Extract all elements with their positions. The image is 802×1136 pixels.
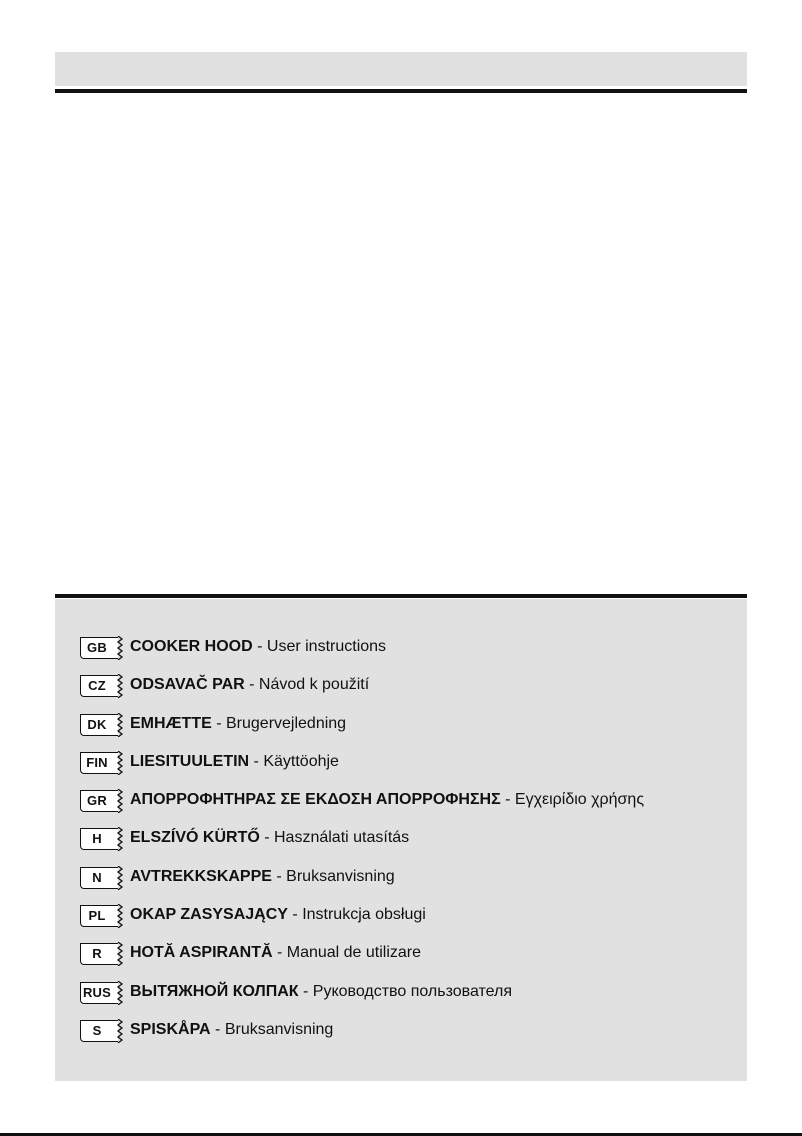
language-item-dk [80,711,644,749]
zigzag-edge-icon [116,789,124,813]
language-title: OKAP ZASYSAJĄCY [130,906,288,924]
language-title: AVTREKKSKAPPE [130,867,272,885]
separator: - [271,867,287,885]
zigzag-edge-icon [116,751,124,775]
zigzag-edge-icon [116,636,124,660]
language-title: ΑΠΟΡΡΟΦΗΤΗΡΑΣ ΣΕ ΕΚΔΟΣΗ ΑΠΟΡΡΟΦΗΣΗΣ [130,791,501,809]
language-text [130,825,409,851]
language-code: RUS [82,984,112,1000]
language-tag [80,1020,118,1042]
zigzag-edge-icon [116,942,124,966]
separator: - [500,791,515,809]
header-rule [55,89,747,93]
language-item-pl [80,902,644,940]
language-text [130,864,395,890]
language-text [130,1017,333,1043]
language-title: ODSAVAČ PAR [130,676,245,694]
language-tag [80,943,118,965]
language-subtitle: Bruksanvisning [224,1020,334,1038]
language-tag [80,752,118,774]
language-code: R [92,946,102,962]
zigzag-edge-icon [116,981,124,1005]
language-subtitle: Brugervejledning [226,714,347,732]
language-code: GB [87,640,107,655]
language-code: GR [87,793,107,809]
language-subtitle: Manual de utilizare [286,944,422,962]
language-item-fin [80,749,644,787]
language-code: PL [88,908,106,924]
language-item-n [80,864,644,902]
language-text [130,711,346,737]
language-tag [80,828,118,850]
language-code: FIN [86,754,108,770]
language-item-gb [80,634,644,672]
language-subtitle: Руководство пользователя [312,982,513,1000]
language-tag [80,905,118,927]
separator: - [287,906,303,924]
section-rule [55,594,747,598]
language-code: H [92,831,102,847]
header-band [55,52,747,86]
separator: - [210,1020,225,1038]
language-item-cz [80,672,644,710]
zigzag-edge-icon [116,674,124,698]
language-panel [55,599,747,1081]
zigzag-edge-icon [116,827,124,851]
zigzag-edge-icon [116,1019,124,1043]
language-text [130,634,386,660]
separator: - [211,714,226,732]
language-subtitle: Instrukcja obsługi [302,906,426,924]
language-subtitle: Bruksanvisning [286,867,395,885]
language-tag [80,982,118,1004]
separator: - [259,829,274,847]
language-text [130,672,369,698]
language-list [80,634,644,1055]
language-subtitle: User instructions [266,638,387,655]
separator: - [298,982,313,1000]
language-text [130,749,339,775]
separator: - [272,944,287,962]
language-code: DK [87,716,107,732]
language-item-rus [80,979,644,1017]
language-item-h [80,825,644,863]
language-text [130,787,644,813]
language-title: HOTĂ ASPIRANTĂ [130,944,273,962]
language-title: SPISKÅPA [130,1020,211,1038]
language-subtitle: Návod k použití [258,676,370,694]
language-subtitle: Käyttöohje [263,752,339,770]
language-tag [80,637,118,659]
separator: - [252,638,267,655]
language-text [130,979,512,1005]
separator: - [249,752,264,770]
language-item-gr [80,787,644,825]
zigzag-edge-icon [116,904,124,928]
language-title: ВЫТЯЖНОЙ КОЛПАК [130,982,299,1000]
language-text [130,902,426,928]
language-tag [80,714,118,736]
language-item-s [80,1017,644,1055]
language-title: LIESITUULETIN [130,752,250,770]
language-subtitle: Εγχειρίδιο χρήσης [514,791,645,809]
language-text [130,940,421,966]
language-title: EMHÆTTE [130,714,212,732]
language-code: CZ [88,678,106,694]
language-tag [80,790,118,812]
zigzag-edge-icon [116,713,124,737]
language-tag [80,867,118,889]
language-code: N [92,869,102,885]
language-tag [80,675,118,697]
language-title: COOKER HOOD [130,638,253,655]
language-item-r [80,940,644,978]
language-subtitle: Használati utasítás [274,829,410,847]
language-code: S [92,1022,102,1038]
separator: - [244,676,259,694]
language-title: ELSZÍVÓ KÜRTŐ [130,829,260,847]
zigzag-edge-icon [116,866,124,890]
